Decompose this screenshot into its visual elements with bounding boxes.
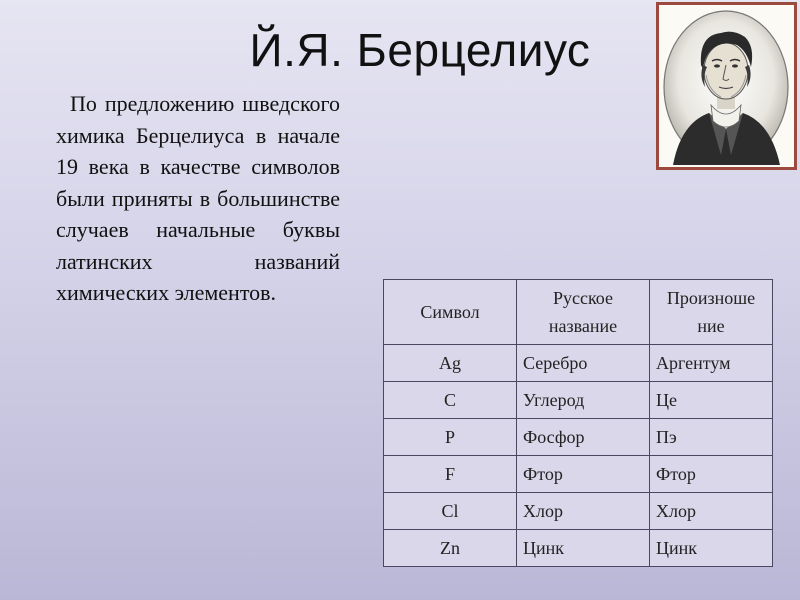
cell-russian-name: Фтор bbox=[517, 456, 650, 493]
cell-pronunciation: Фтор bbox=[650, 456, 773, 493]
cell-russian-name: Серебро bbox=[517, 345, 650, 382]
table-row bbox=[384, 419, 773, 456]
table-row bbox=[384, 493, 773, 530]
cell-pronunciation: Цинк bbox=[650, 530, 773, 567]
table-row bbox=[384, 345, 773, 382]
header-symbol: Символ bbox=[384, 280, 517, 345]
cell-symbol: Ag bbox=[384, 345, 517, 382]
table-row bbox=[384, 456, 773, 493]
cell-symbol: Cl bbox=[384, 493, 517, 530]
header-pronunciation: Произноше ние bbox=[650, 280, 773, 345]
table-header-row bbox=[384, 280, 773, 345]
description-paragraph: По предложению шведского химика Берцелиуса в начале 19 века в качестве символов были приняты в большинстве случаев начальные буквы латинских названий химических элементов. bbox=[56, 91, 340, 305]
header-russian-name: Русское название bbox=[517, 280, 650, 345]
portrait-engraving bbox=[659, 5, 794, 167]
cell-pronunciation: Це bbox=[650, 382, 773, 419]
cell-russian-name: Фосфор bbox=[517, 419, 650, 456]
cell-russian-name: Хлор bbox=[517, 493, 650, 530]
cell-pronunciation: Пэ bbox=[650, 419, 773, 456]
portrait-frame bbox=[656, 2, 797, 170]
cell-russian-name: Углерод bbox=[517, 382, 650, 419]
cell-pronunciation: Аргентум bbox=[650, 345, 773, 382]
slide-title: Й.Я. Берцелиус bbox=[249, 24, 591, 76]
cell-russian-name: Цинк bbox=[517, 530, 650, 567]
cell-symbol: Zn bbox=[384, 530, 517, 567]
element-symbols-table bbox=[383, 279, 773, 567]
cell-symbol: P bbox=[384, 419, 517, 456]
cell-pronunciation: Хлор bbox=[650, 493, 773, 530]
cell-symbol: C bbox=[384, 382, 517, 419]
table-row bbox=[384, 382, 773, 419]
table-row bbox=[384, 530, 773, 567]
cell-symbol: F bbox=[384, 456, 517, 493]
